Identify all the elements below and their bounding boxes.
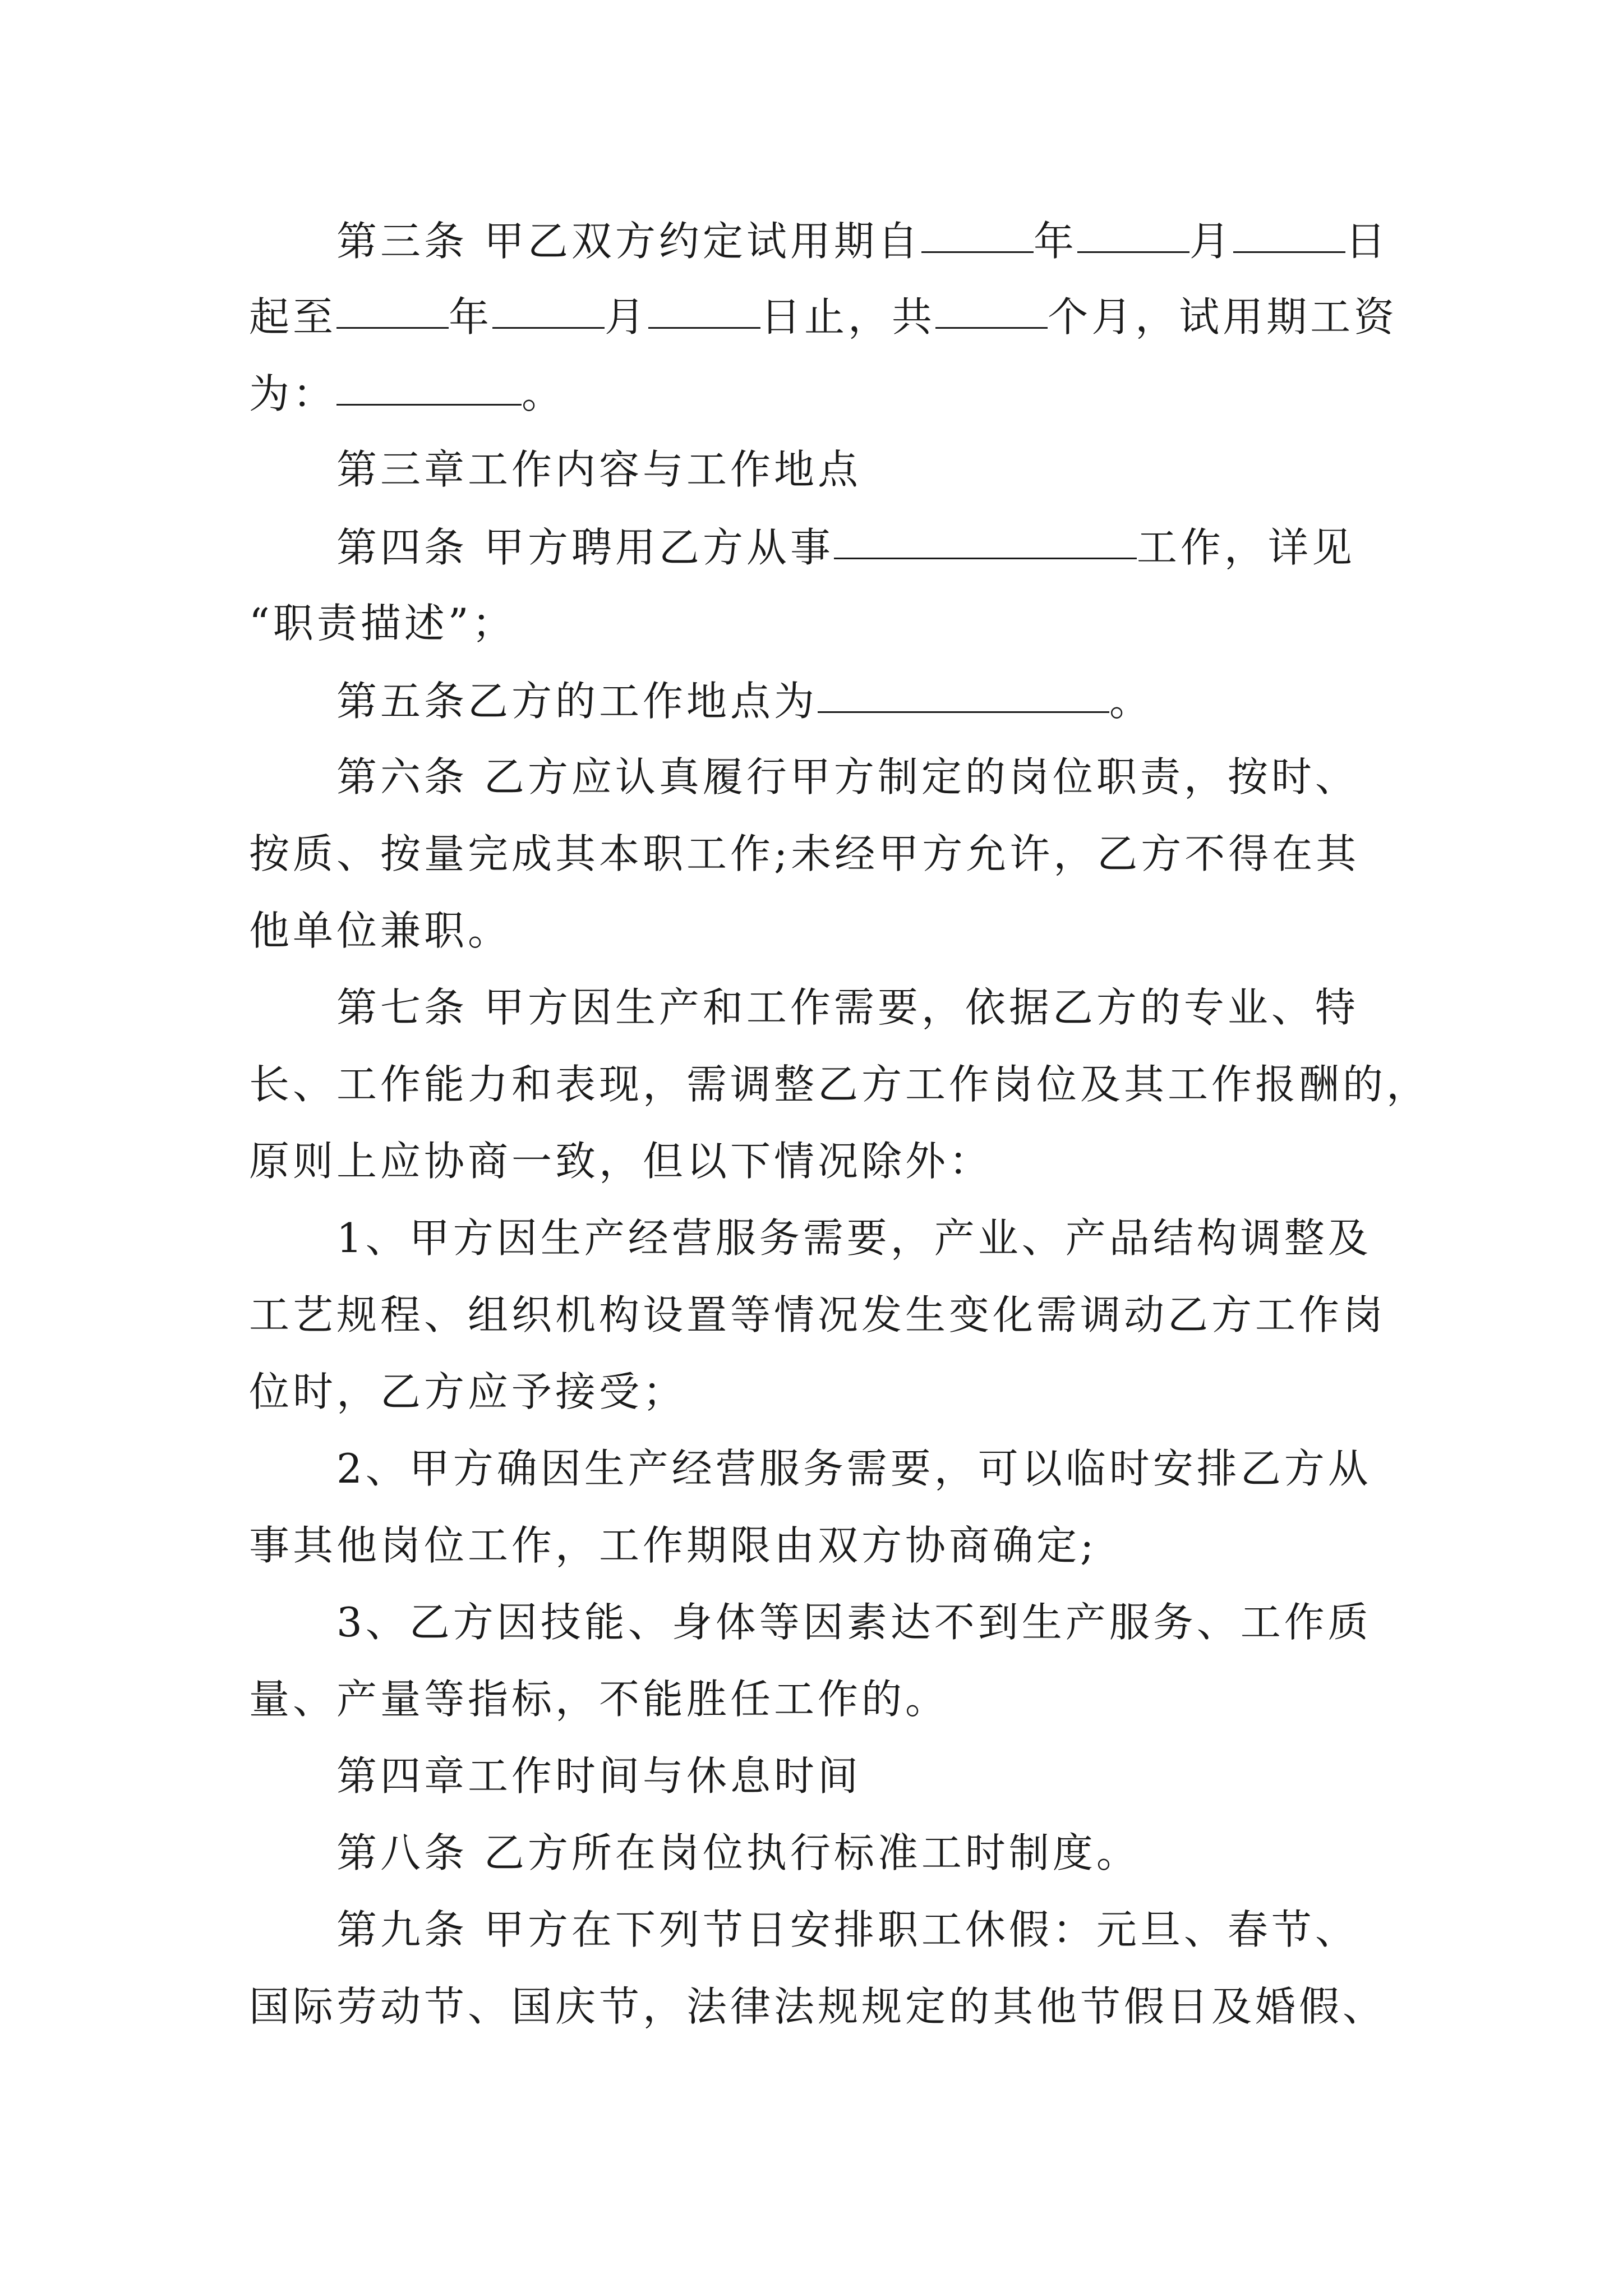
item-1-line-2: 工艺规程、组织机构设置等情况发生变化需调动乙方工作岗 [249, 1291, 1387, 1338]
text-segment: 月 [1189, 218, 1233, 265]
text-segment: 。 [522, 370, 566, 417]
text-segment: 。 [1109, 678, 1154, 725]
clause-4-line-2: “职责描述”； [249, 600, 516, 647]
clause-7-line-3: 原则上应协商一致，但以下情况除外： [249, 1138, 993, 1185]
salary-blank [336, 362, 522, 406]
item-2-line-2: 事其他岗位工作，工作期限由双方协商确定; [249, 1522, 1098, 1569]
clause-3-line-1 [336, 212, 1389, 269]
item-1-line-3: 位时，乙方应予接受； [249, 1368, 687, 1415]
clause-6-line-1: 第六条 乙方应认真履行甲方制定的岗位职责，按时、 [336, 753, 1359, 800]
chapter-4-heading: 第四章工作时间与休息时间 [336, 1752, 862, 1800]
clause-7-line-2: 长、工作能力和表现，需调整乙方工作岗位及其工作报酬的， [249, 1061, 1431, 1108]
month-blank [492, 286, 605, 329]
text-segment: 为： [249, 370, 337, 417]
text-segment: 年 [1033, 218, 1077, 265]
clause-9-line-2: 国际劳动节、国庆节，法律法规规定的其他节假日及婚假、 [249, 1983, 1387, 2030]
text-segment: 工作，详见 [1136, 524, 1355, 571]
text-segment: 第三条 甲乙双方约定试用期自 [336, 218, 921, 265]
clause-6-line-3: 他单位兼职。 [249, 907, 512, 954]
months-count-blank [935, 286, 1048, 329]
day-blank [1233, 210, 1345, 253]
item-2-line-1: 2、甲方确因生产经营服务需要，可以临时安排乙方从 [336, 1445, 1372, 1492]
text-segment: 第四条 甲方聘用乙方从事 [336, 524, 834, 571]
text-segment: 日 [1345, 218, 1389, 265]
item-3-line-1: 3、乙方因技能、身体等因素达不到生产服务、工作质 [336, 1599, 1372, 1646]
chapter-3-heading: 第三章工作内容与工作地点 [336, 446, 862, 493]
text-segment: 月 [605, 293, 649, 341]
text-segment: 第五条乙方的工作地点为 [336, 678, 818, 725]
month-blank [1077, 210, 1189, 253]
clause-9-line-1: 第九条 甲方在下列节日安排职工休假：元旦、春节、 [336, 1906, 1359, 1953]
day-blank [648, 286, 760, 329]
clause-5-line [336, 672, 1153, 729]
clause-6-line-2: 按质、按量完成其本职工作;未经甲方允许，乙方不得在其 [249, 830, 1360, 877]
text-segment: 年 [449, 293, 493, 341]
clause-8-line: 第八条 乙方所在岗位执行标准工时制度。 [336, 1829, 1140, 1876]
job-blank [834, 516, 1137, 559]
text-segment: 个月，试用期工资 [1048, 293, 1398, 341]
clause-7-line-1: 第七条 甲方因生产和工作需要，依据乙方的专业、特 [336, 984, 1359, 1031]
text-segment: 日止，共 [760, 293, 936, 341]
year-blank [336, 286, 449, 329]
clause-3-line-3 [249, 365, 565, 422]
year-blank [921, 210, 1034, 253]
clause-3-line-2 [249, 288, 1398, 345]
work-location-blank [818, 670, 1109, 713]
clause-4-line-1 [336, 518, 1355, 576]
text-segment: 起至 [249, 293, 337, 341]
item-3-line-2: 量、产量等指标，不能胜任工作的。 [249, 1676, 949, 1723]
item-1-line-1: 1、甲方因生产经营服务需要，产业、产品结构调整及 [336, 1214, 1372, 1262]
